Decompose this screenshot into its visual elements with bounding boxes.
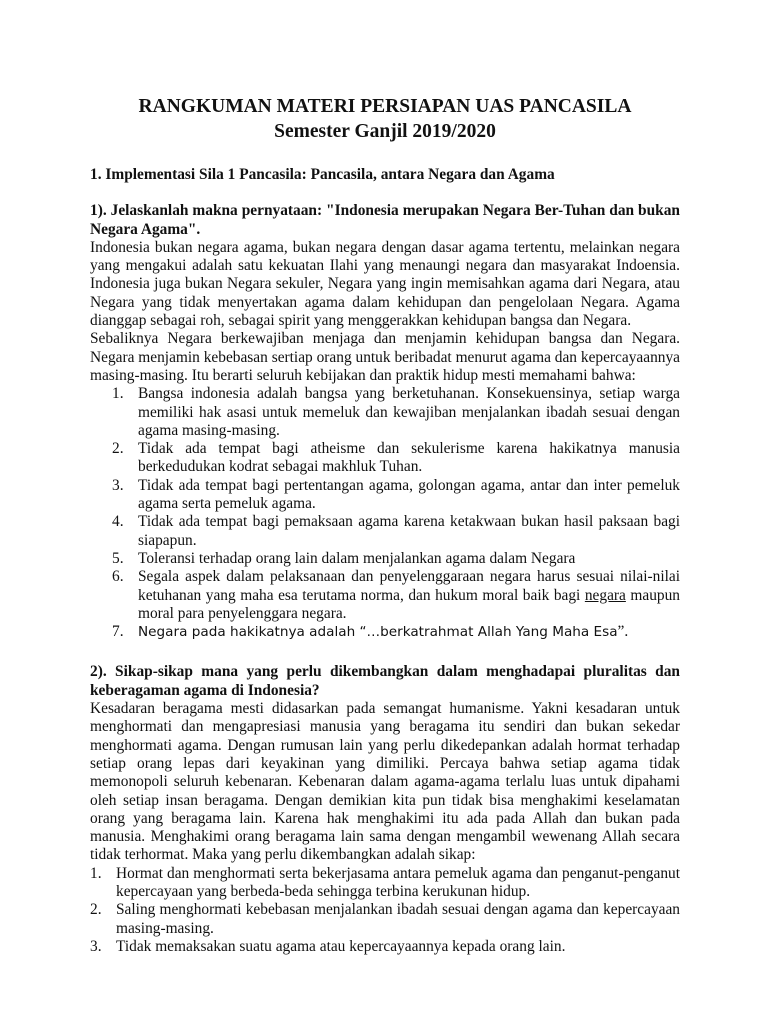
text-segment: ”. <box>617 623 629 641</box>
title-line-1: RANGKUMAN MATERI PERSIAPAN UAS PANCASILA <box>138 96 632 117</box>
list-item <box>90 385 680 440</box>
text-segment: Segala aspek dalam pelaksanaan dan penyelenggaraan negara harus sesuai nilai-nilai ketuhanan yang maha esa terutama norma, dan hukum moral baik bagi <box>138 568 680 604</box>
list-text: Bangsa indonesia adalah bangsa yang berketuhanan. Konsekuensinya, setiap warga memiliki hak asasi untuk memeluk dan kewajiban menjalankan ibadah sesuai dengan agama masing-masing. <box>138 385 680 439</box>
list-text: Tidak ada tempat bagi pemaksaan agama karena ketakwaan bukan hasil paksaan bagi siapapun. <box>138 513 680 549</box>
list-text: Tidak memaksakan suatu agama atau kepercayaannya kepada orang lain. <box>116 937 566 955</box>
question-2: 2). Sikap-sikap mana yang perlu dikembangkan dalam menghadapai pluralitas dan keberagaman agama di Indonesia? <box>90 663 680 699</box>
list-number: 3. <box>112 476 124 494</box>
list-text: Hormat dan menghormati serta bekerjasama antara pemeluk agama dan penganut-penganut kepercayaan yang berbeda-beda sehingga terbina kerukunan hidup. <box>116 864 680 900</box>
list-number: 5. <box>112 549 124 567</box>
list-text: Toleransi terhadap orang lain dalam menjalankan agama dalam Negara <box>138 549 576 567</box>
list-item <box>90 513 680 550</box>
list-number: 6. <box>112 568 124 586</box>
answer-1-paragraph-1: Indonesia bukan negara agama, bukan negara dengan dasar agama tertentu, melainkan negara yang mengakui adalah satu kekuatan Ilahi yang menaungi negara dan masyarakat Indoensia. Indonesia juga bukan Negara sekuler, Negara yang ingin memisahkan agama dari Negara, atau Negara yang tidak menyertakan agama dalam kehidupan dan pengelolaan Negara. Agama dianggap sebagai roh, sebagai spirit yang menggerakkan kehidupan bangsa dan Negara. <box>90 238 680 330</box>
list-text: Tidak ada tempat bagi pertentangan agama, golongan agama, antar dan inter pemeluk agama serta pemeluk agama. <box>138 476 680 513</box>
answer-2-list <box>90 865 680 956</box>
text-segment: maupun moral para penyelenggara negara. <box>138 586 680 622</box>
list-text <box>130 568 680 623</box>
list-text: Saling menghormati kebebasan menjalankan ibadah sesuai dengan agama dan kepercayaan masing-masing. <box>116 901 680 937</box>
list-item <box>90 550 680 568</box>
list-number: 7. <box>112 623 124 641</box>
list-item <box>90 938 680 956</box>
list-number: 2. <box>112 440 124 458</box>
list-item <box>90 477 680 514</box>
list-number: 2. <box>90 901 102 919</box>
list-number: 4. <box>112 513 124 531</box>
answer-1-paragraph-2: Sebaliknya Negara berkewajiban menjaga dan menjamin kehidupan bangsa dan Negara. Negara menjamin kebebasan sertiap orang untuk beribadat menurut agama dan kepercayaannya masing-masing. Itu berarti seluruh kebijakan dan praktik hidup mesti memahami bahwa: <box>90 330 680 384</box>
answer-2-paragraph: Kesadaran beragama mesti didasarkan pada semangat humanisme. Yakni kesadaran untuk menghormati dan mengapresiasi manusia yang beragama itu sendiri dan bukan sekedar menghormati agama. Dengan rumusan lain yang perlu dikedepankan adalah hormat terhadap setiap orang lepas dari keyakinan yang dimiliki. Percaya bahwa setiap agama tidak memonopoli seluruh kebenaran. Kebenaran dalam agama-agama terlalu luas untuk dipahami oleh setiap insan beragama. Dengan demikian kita pun tidak bisa menghakimi keselamatan orang yang beragama lain. Karena hak menghakimi itu ada pada Allah dan bukan pada manusia. Menghakimi orang beragama lain sama dengan mengambil wewenang Allah secara tidak terhormat. Maka yang perlu dikembangkan adalah sikap: <box>90 700 680 864</box>
question-1: 1). Jelaskanlah makna pernyataan: "Indonesia merupakan Negara Ber-Tuhan dan bukan Negara Agama". <box>90 202 680 238</box>
text-segment: Negara pada hakikatnya adalah “ <box>138 624 367 641</box>
list-number: 1. <box>112 385 124 403</box>
list-item <box>90 623 680 641</box>
title-line-2: Semester Ganjil 2019/2020 <box>274 121 496 142</box>
list-item <box>90 865 680 902</box>
list-item <box>90 568 680 623</box>
underlined-word: negara <box>584 586 626 604</box>
document-title <box>90 94 680 144</box>
list-text <box>130 623 680 641</box>
section-heading: 1. Implementasi Sila 1 Pancasila: Pancasila, antara Negara dan Agama <box>90 166 555 183</box>
list-number: 1. <box>90 864 102 882</box>
list-item <box>90 440 680 477</box>
answer-1-list <box>90 385 680 641</box>
quote-segment: …berkatrahmat Allah Yang Maha Esa <box>366 624 618 641</box>
list-item <box>90 901 680 938</box>
list-text: Tidak ada tempat bagi atheisme dan sekulerisme karena hakikatnya manusia berkedudukan kodrat sebagai makhluk Tuhan. <box>138 440 680 476</box>
list-number: 3. <box>90 937 102 955</box>
